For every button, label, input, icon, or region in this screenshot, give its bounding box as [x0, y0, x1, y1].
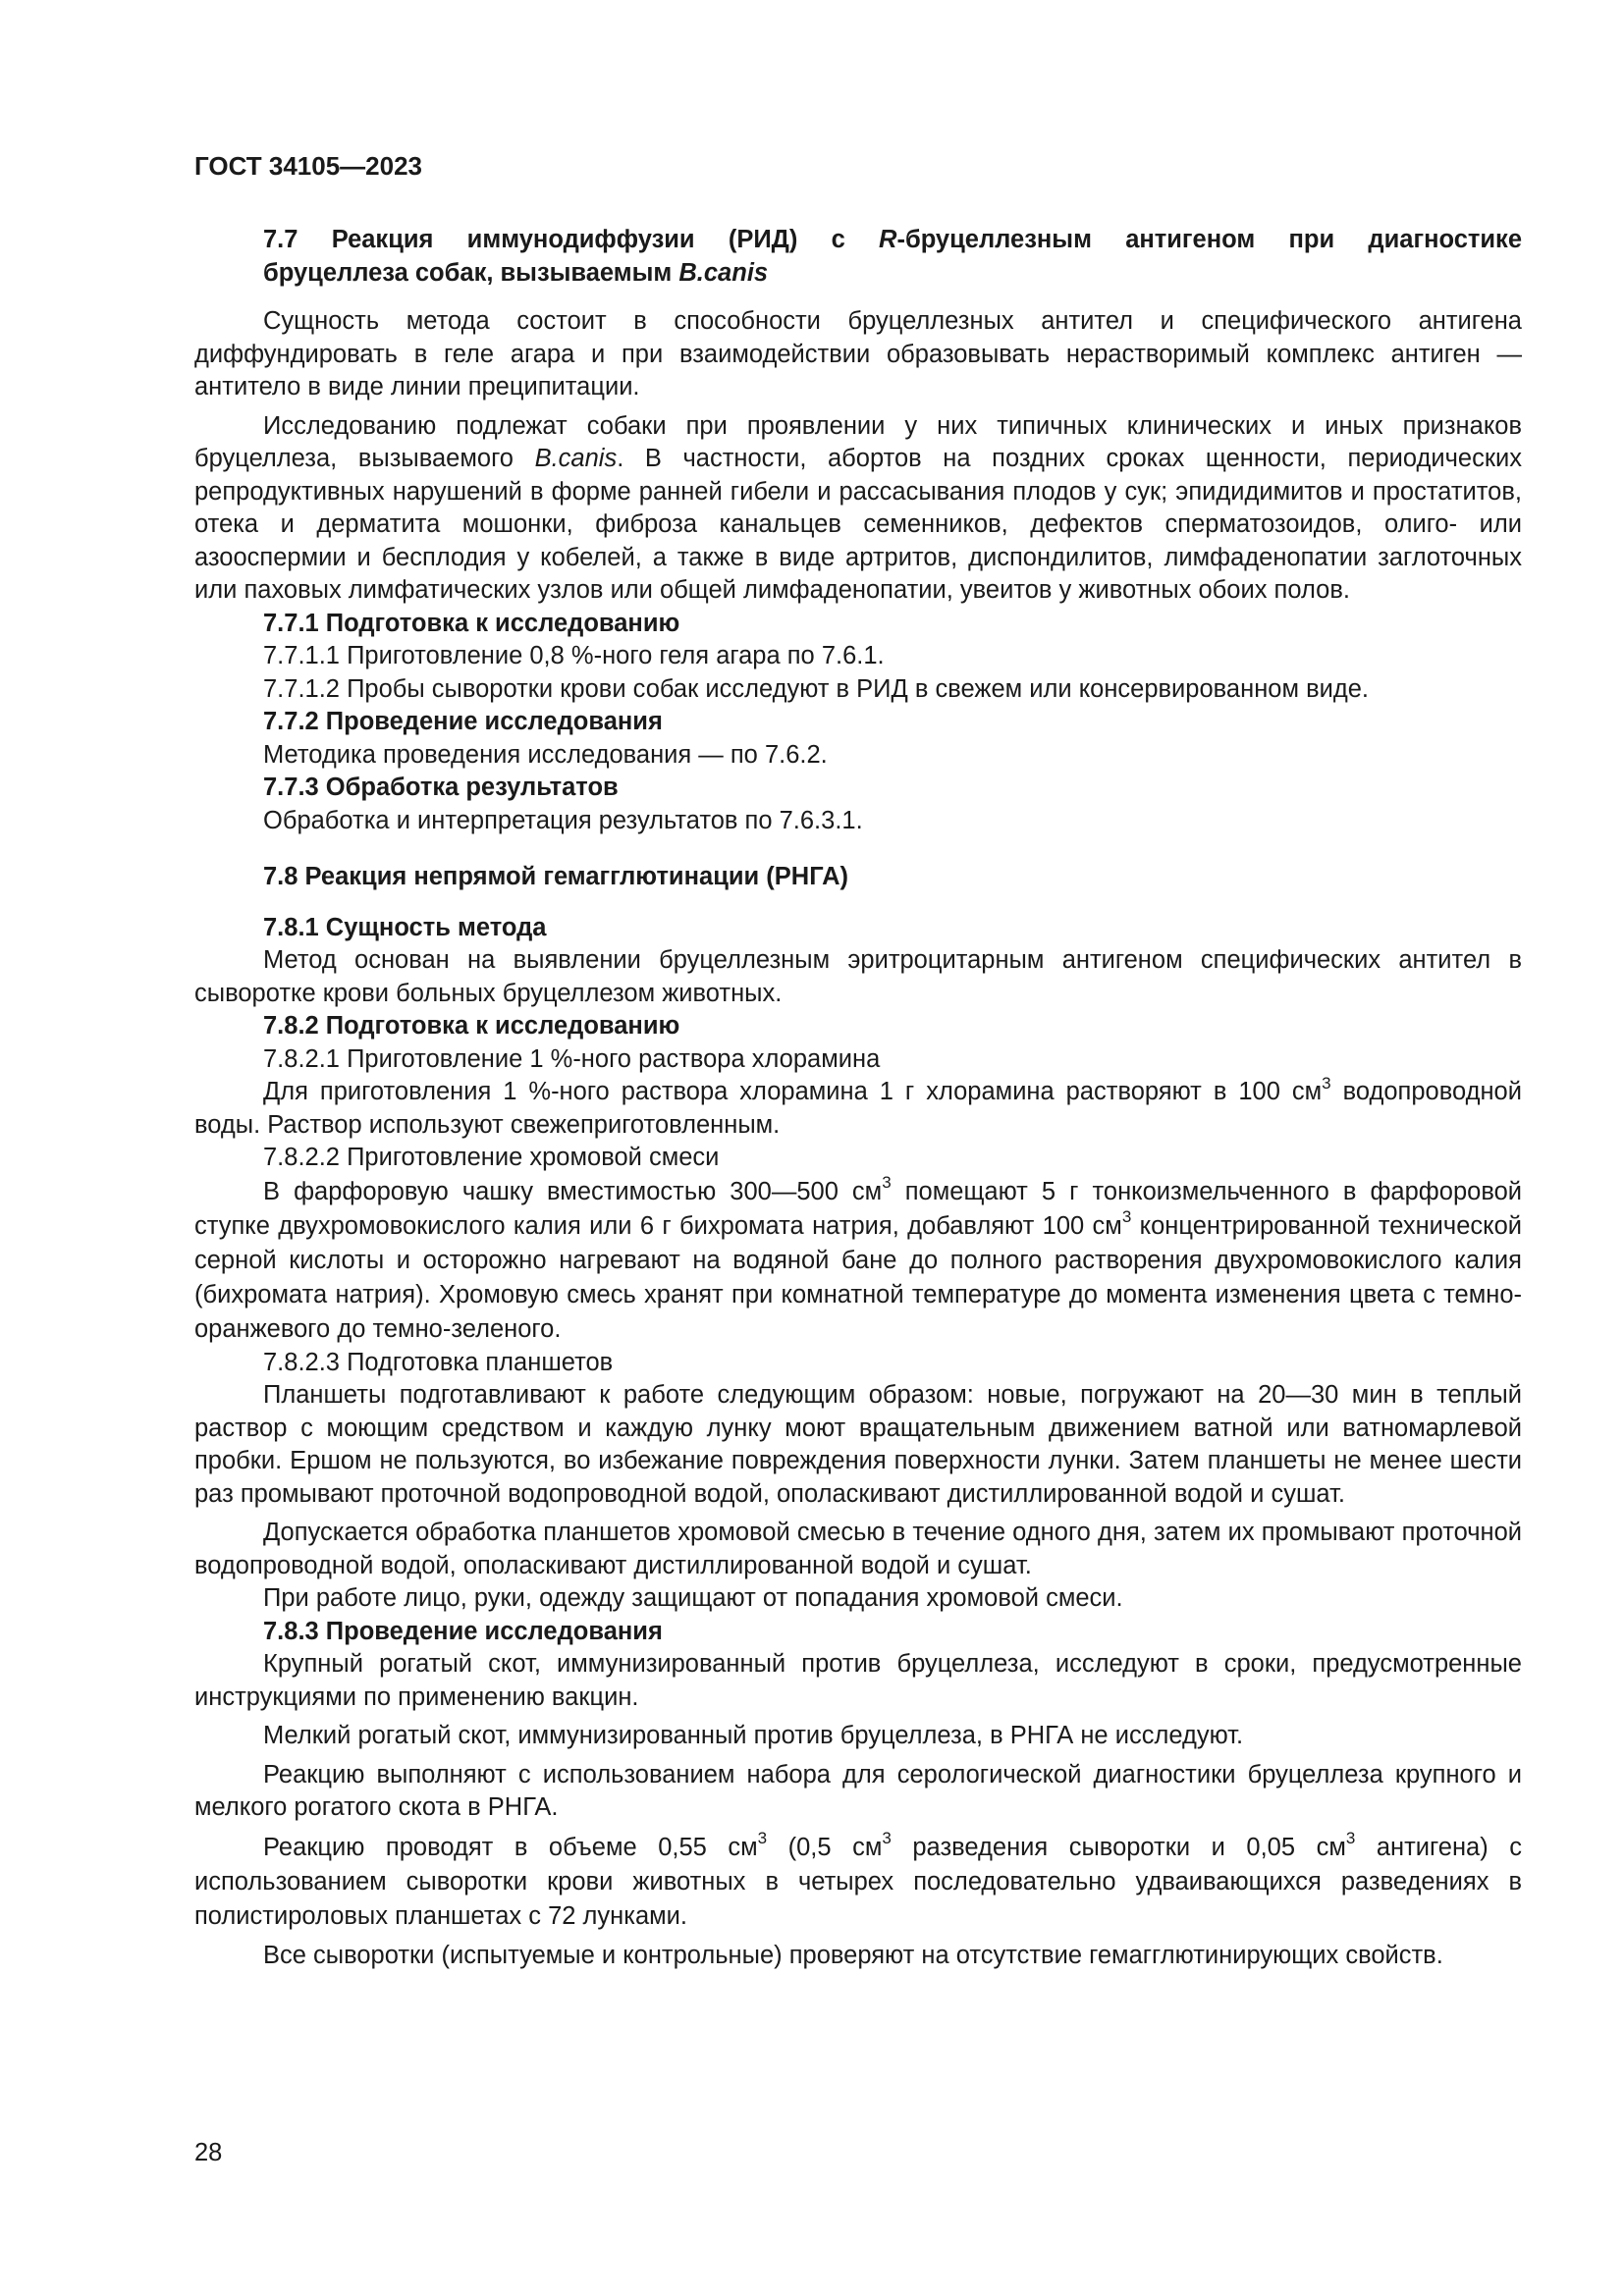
text: водопроводной воды. Раствор используют свежеприготовленным.	[194, 1078, 1522, 1139]
superscript: 3	[1121, 1207, 1132, 1226]
text: Для приготовления 1 %-ного раствора хлорамина 1 г хлорамина растворяют в 100 см	[263, 1078, 1323, 1105]
page-number: 28	[194, 2139, 223, 2166]
text: (0,5 см	[767, 1833, 883, 1861]
paragraph-7-8-2-3: 7.8.2.3 Подготовка планшетов	[263, 1348, 614, 1376]
title-text: бруцеллеза собак, вызываемым	[263, 258, 679, 287]
heading-7-8-2: 7.8.2 Подготовка к исследованию	[263, 1012, 680, 1040]
superscript: 3	[1345, 1829, 1356, 1847]
paragraph-run-2: Мелкий рогатый скот, иммунизированный против бруцеллеза, в РНГА не исследуют.	[263, 1722, 1244, 1749]
paragraph-run-1: Крупный рогатый скот, иммунизированный против бруцеллеза, исследуют в сроки, предусмотренные инструкциями по применению вакцин.	[194, 1650, 1522, 1711]
heading-7-8-3: 7.8.3 Проведение исследования	[263, 1617, 663, 1645]
text: Исследованию подлежат собаки при проявлении у них типичных клинических и иных признаков бруцеллеза, вызываемого	[194, 411, 1522, 472]
paragraph-7-8-1: Метод основан на выявлении бруцеллезным эритроцитарным антигеном специфических антител в сыворотке крови больных бруцеллезом животных.	[194, 946, 1522, 1007]
paragraph-essence: Сущность метода состоит в способности бруцеллезных антител и специфического антигена диффундировать в геле агара и при взаимодействии образовывать нерастворимый комплекс антиген — антитело в виде линии преципитации.	[194, 307, 1522, 400]
text: помещают 5 г тонкоизмельченного в фарфоровой ступке двухромовокислого калия или 6 г бихромата натрия, добавляют 100 см	[194, 1177, 1522, 1240]
paragraph-7-8-2-2: 7.8.2.2 Приготовление хромовой смеси	[263, 1144, 720, 1171]
heading-7-7-3: 7.7.3 Обработка результатов	[263, 774, 619, 801]
paragraph-7-8-2-1: 7.8.2.1 Приготовление 1 %-ного раствора хлорамина	[263, 1044, 881, 1073]
text: концентрированной технической серной кислоты и осторожно нагревают на водяной бане до полного растворения двухромовокислого калия (бихромата натрия). Хромовую смесь хранят при комнатной температуре до момента изменения цвета с темно-оранжевого до темно-зеленого.	[194, 1211, 1522, 1343]
paragraph-chrome-mix	[194, 1175, 1522, 1347]
text: . В частности, абортов на поздних сроках щенности, периодических репродуктивных нарушений в форме ранней гибели и рассасывания плодов у сук; эпидидимитов и простатитов, отека и дерматита мошонки, фиброза канальцев семенников, дефектов сперматозоидов, олиго- или азооспермии и бесплодия у кобелей, а также в виде артритов, диспондилитов, лимфаденопатии заглоточных или паховых лимфатических узлов или общей лимфаденопатии, увеитов у животных обоих полов.	[194, 445, 1522, 604]
heading-7-8-1: 7.8.1 Сущность метода	[263, 913, 547, 941]
paragraph-run-5: Все сыворотки (испытуемые и контрольные) проверяют на отсутствие гемагглютинирующих свойств.	[263, 1941, 1443, 1969]
paragraph-plates-1: Планшеты подготавливают к работе следующим образом: новые, погружают на 20—30 мин в теплый раствор с моющим средством и каждую лунку моют вращательным движением ватной или ватномарлевой пробки. Ершом не пользуются, во избежание повреждения поверхности лунки. Затем планшеты не менее шести раз промывают проточной водопроводной водой, ополаскивают дистиллированной водой и сушат.	[194, 1381, 1522, 1508]
superscript: 3	[1322, 1073, 1331, 1093]
paragraph-subjects	[194, 410, 1522, 608]
text: разведения сыворотки и 0,05 см	[891, 1833, 1346, 1861]
paragraph-7-7-3: Обработка и интерпретация результатов по 7.6.3.1.	[263, 806, 863, 834]
paragraph-chloramine	[194, 1073, 1522, 1142]
paragraph-7-7-1-2: 7.7.1.2 Пробы сыворотки крови собак исследуют в РИД в свежем или консервированном виде.	[263, 674, 1370, 703]
heading-7-7-1: 7.7.1 Подготовка к исследованию	[263, 609, 680, 637]
superscript: 3	[882, 1829, 892, 1847]
section-7-7-title	[194, 224, 1522, 257]
paragraph-plates-3: При работе лицо, руки, одежду защищают от попадания хромовой смеси.	[263, 1584, 1123, 1612]
text: антигена) с использованием сыворотки крови животных в четырех последовательно удваивающихся разведениях в полистироловых планшетах с 72 лунками.	[194, 1833, 1522, 1930]
title-text: -бруцеллезным антигеном при диагностике	[896, 226, 1522, 253]
heading-7-7-2: 7.7.2 Проведение исследования	[263, 708, 663, 735]
title-italic-bcanis: B.canis	[678, 258, 769, 287]
paragraph-run-3: Реакцию выполняют с использованием набора для серологической диагностики бруцеллеза крупного и мелкого рогатого скота в РНГА.	[194, 1760, 1522, 1821]
title-italic-r: R	[879, 226, 897, 253]
title-text: 7.7 Реакция иммунодиффузии (РИД) с	[263, 226, 880, 253]
document-code-header: ГОСТ 34105—2023	[194, 151, 422, 181]
section-7-7-title-cont	[194, 257, 1522, 291]
italic-species: B.canis	[534, 445, 618, 472]
superscript: 3	[757, 1829, 768, 1847]
text: В фарфоровую чашку вместимостью 300—500 см	[263, 1177, 883, 1205]
paragraph-run-4	[194, 1831, 1522, 1934]
paragraph-plates-2: Допускается обработка планшетов хромовой смесью в течение одного дня, затем их промывают проточной водопроводной водой, ополаскивают дистиллированной водой и сушат.	[194, 1519, 1522, 1579]
paragraph-7-7-1-1: 7.7.1.1 Приготовление 0,8 %-ного геля агара по 7.6.1.	[263, 642, 885, 669]
section-7-8-title: 7.8 Реакция непрямой гемагглютинации (РНГА)	[263, 863, 848, 890]
document-body	[194, 224, 1522, 1972]
text: Реакцию проводят в объеме 0,55 см	[263, 1833, 758, 1861]
superscript: 3	[882, 1173, 892, 1192]
paragraph-7-7-2: Методика проведения исследования — по 7.6.2.	[263, 740, 828, 769]
